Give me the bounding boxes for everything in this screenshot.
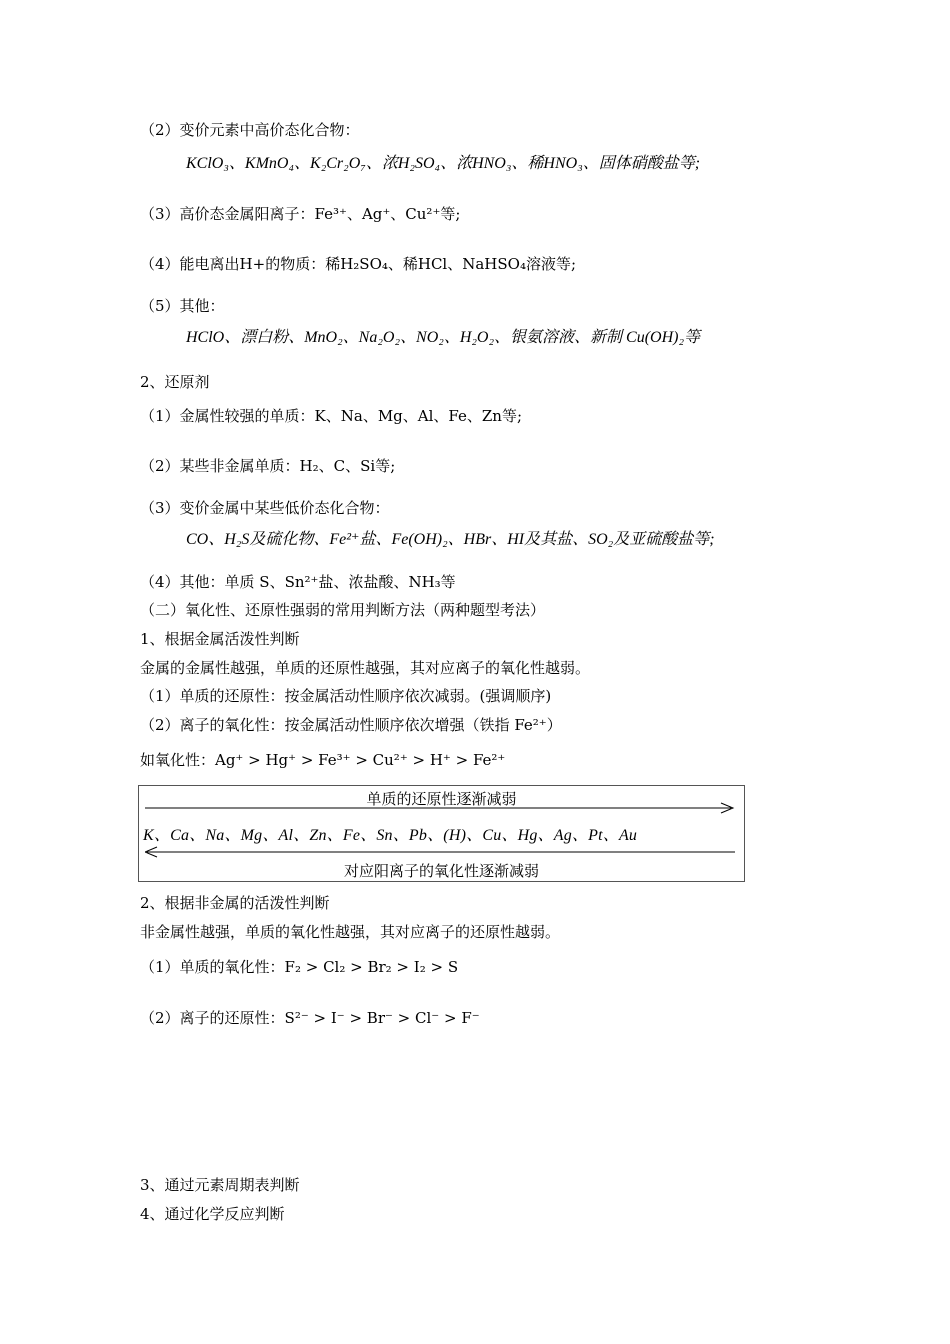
anion-reducibility-order: （2）离子的还原性：S²⁻ > I⁻ > Br⁻ > Cl⁻ > F⁻ bbox=[140, 1009, 480, 1027]
oxidant-others-heading: （5）其他： bbox=[140, 297, 225, 315]
right-arrow-icon bbox=[145, 802, 735, 814]
oxidant-h-plus-substances: （4）能电离出H+的物质：稀H₂SO₄、稀HCl、NaHSO₄溶液等; bbox=[140, 255, 577, 273]
top-caption: 单质的还原性逐渐减弱 bbox=[366, 791, 517, 808]
oxidant-high-valence-compounds: KClO₃、KMnO₄、K₂Cr₂O₇、浓H₂SO₄、浓HNO₃、稀HNO₃、固体硝酸盐等; bbox=[186, 155, 701, 172]
metal-activity-rule: 金属的金属性越强，单质的还原性越强，其对应离子的氧化性越弱。 bbox=[140, 659, 591, 677]
chemical-reaction-heading: 4、通过化学反应判断 bbox=[140, 1205, 285, 1223]
metal-activity-heading: 1、根据金属活泼性判断 bbox=[140, 630, 300, 648]
periodic-table-heading: 3、通过元素周期表判断 bbox=[140, 1176, 300, 1194]
reductant-others: （4）其他：单质 S、Sn²⁺盐、浓盐酸、NH₃等 bbox=[140, 573, 456, 591]
reductant-heading: 2、还原剂 bbox=[140, 373, 210, 391]
bottom-caption: 对应阳离子的氧化性逐渐减弱 bbox=[343, 863, 539, 880]
nonmetal-activity-heading: 2、根据非金属的活泼性判断 bbox=[140, 894, 330, 912]
ion-oxidizability-order: （2）离子的氧化性：按金属活动性顺序依次增强（铁指 Fe²⁺） bbox=[140, 716, 562, 734]
left-arrow-icon bbox=[145, 846, 735, 858]
reductant-low-valence-heading: （3）变价金属中某些低价态化合物： bbox=[140, 499, 390, 517]
oxidant-metal-cations: （3）高价态金属阳离子：Fe³⁺、Ag⁺、Cu²⁺等; bbox=[140, 205, 461, 223]
nonmetal-activity-rule: 非金属性越强，单质的氧化性越强，其对应离子的还原性越弱。 bbox=[140, 923, 561, 941]
metal-activity-series-box bbox=[138, 785, 745, 882]
oxidant-variable-valence-heading: （2）变价元素中高价态化合物： bbox=[140, 121, 360, 139]
reductant-nonmetals: （2）某些非金属单质：H₂、C、Si等; bbox=[140, 457, 396, 475]
reductant-low-valence-compounds: CO、H₂S及硫化物、Fe²⁺盐、Fe(OH)₂、HBr、HI及其盐、SO₂及亚硫酸盐等; bbox=[186, 531, 715, 548]
oxidizability-example: 如氧化性：Ag⁺ > Hg⁺ > Fe³⁺ > Cu²⁺ > H⁺ > Fe²⁺ bbox=[140, 751, 506, 769]
oxidant-others-list: HClO、漂白粉、MnO₂、Na₂O₂、NO₂、H₂O₂、银氨溶液、新制 Cu(OH)₂等 bbox=[186, 329, 701, 346]
reductant-active-metals: （1）金属性较强的单质：K、Na、Mg、Al、Fe、Zn等; bbox=[140, 407, 523, 425]
metal-reducibility-order: （1）单质的还原性：按金属活动性顺序依次减弱。(强调顺序) bbox=[140, 687, 552, 705]
section-judgment-methods-heading: （二）氧化性、还原性强弱的常用判断方法（两种题型考法） bbox=[140, 601, 546, 619]
nonmetal-oxidizability-order: （1）单质的氧化性：F₂ > Cl₂ > Br₂ > I₂ > S bbox=[140, 958, 459, 976]
metal-activity-series: K、Ca、Na、Mg、Al、Zn、Fe、Sn、Pb、(H)、Cu、Hg、Ag、Pt、Au bbox=[143, 827, 638, 844]
